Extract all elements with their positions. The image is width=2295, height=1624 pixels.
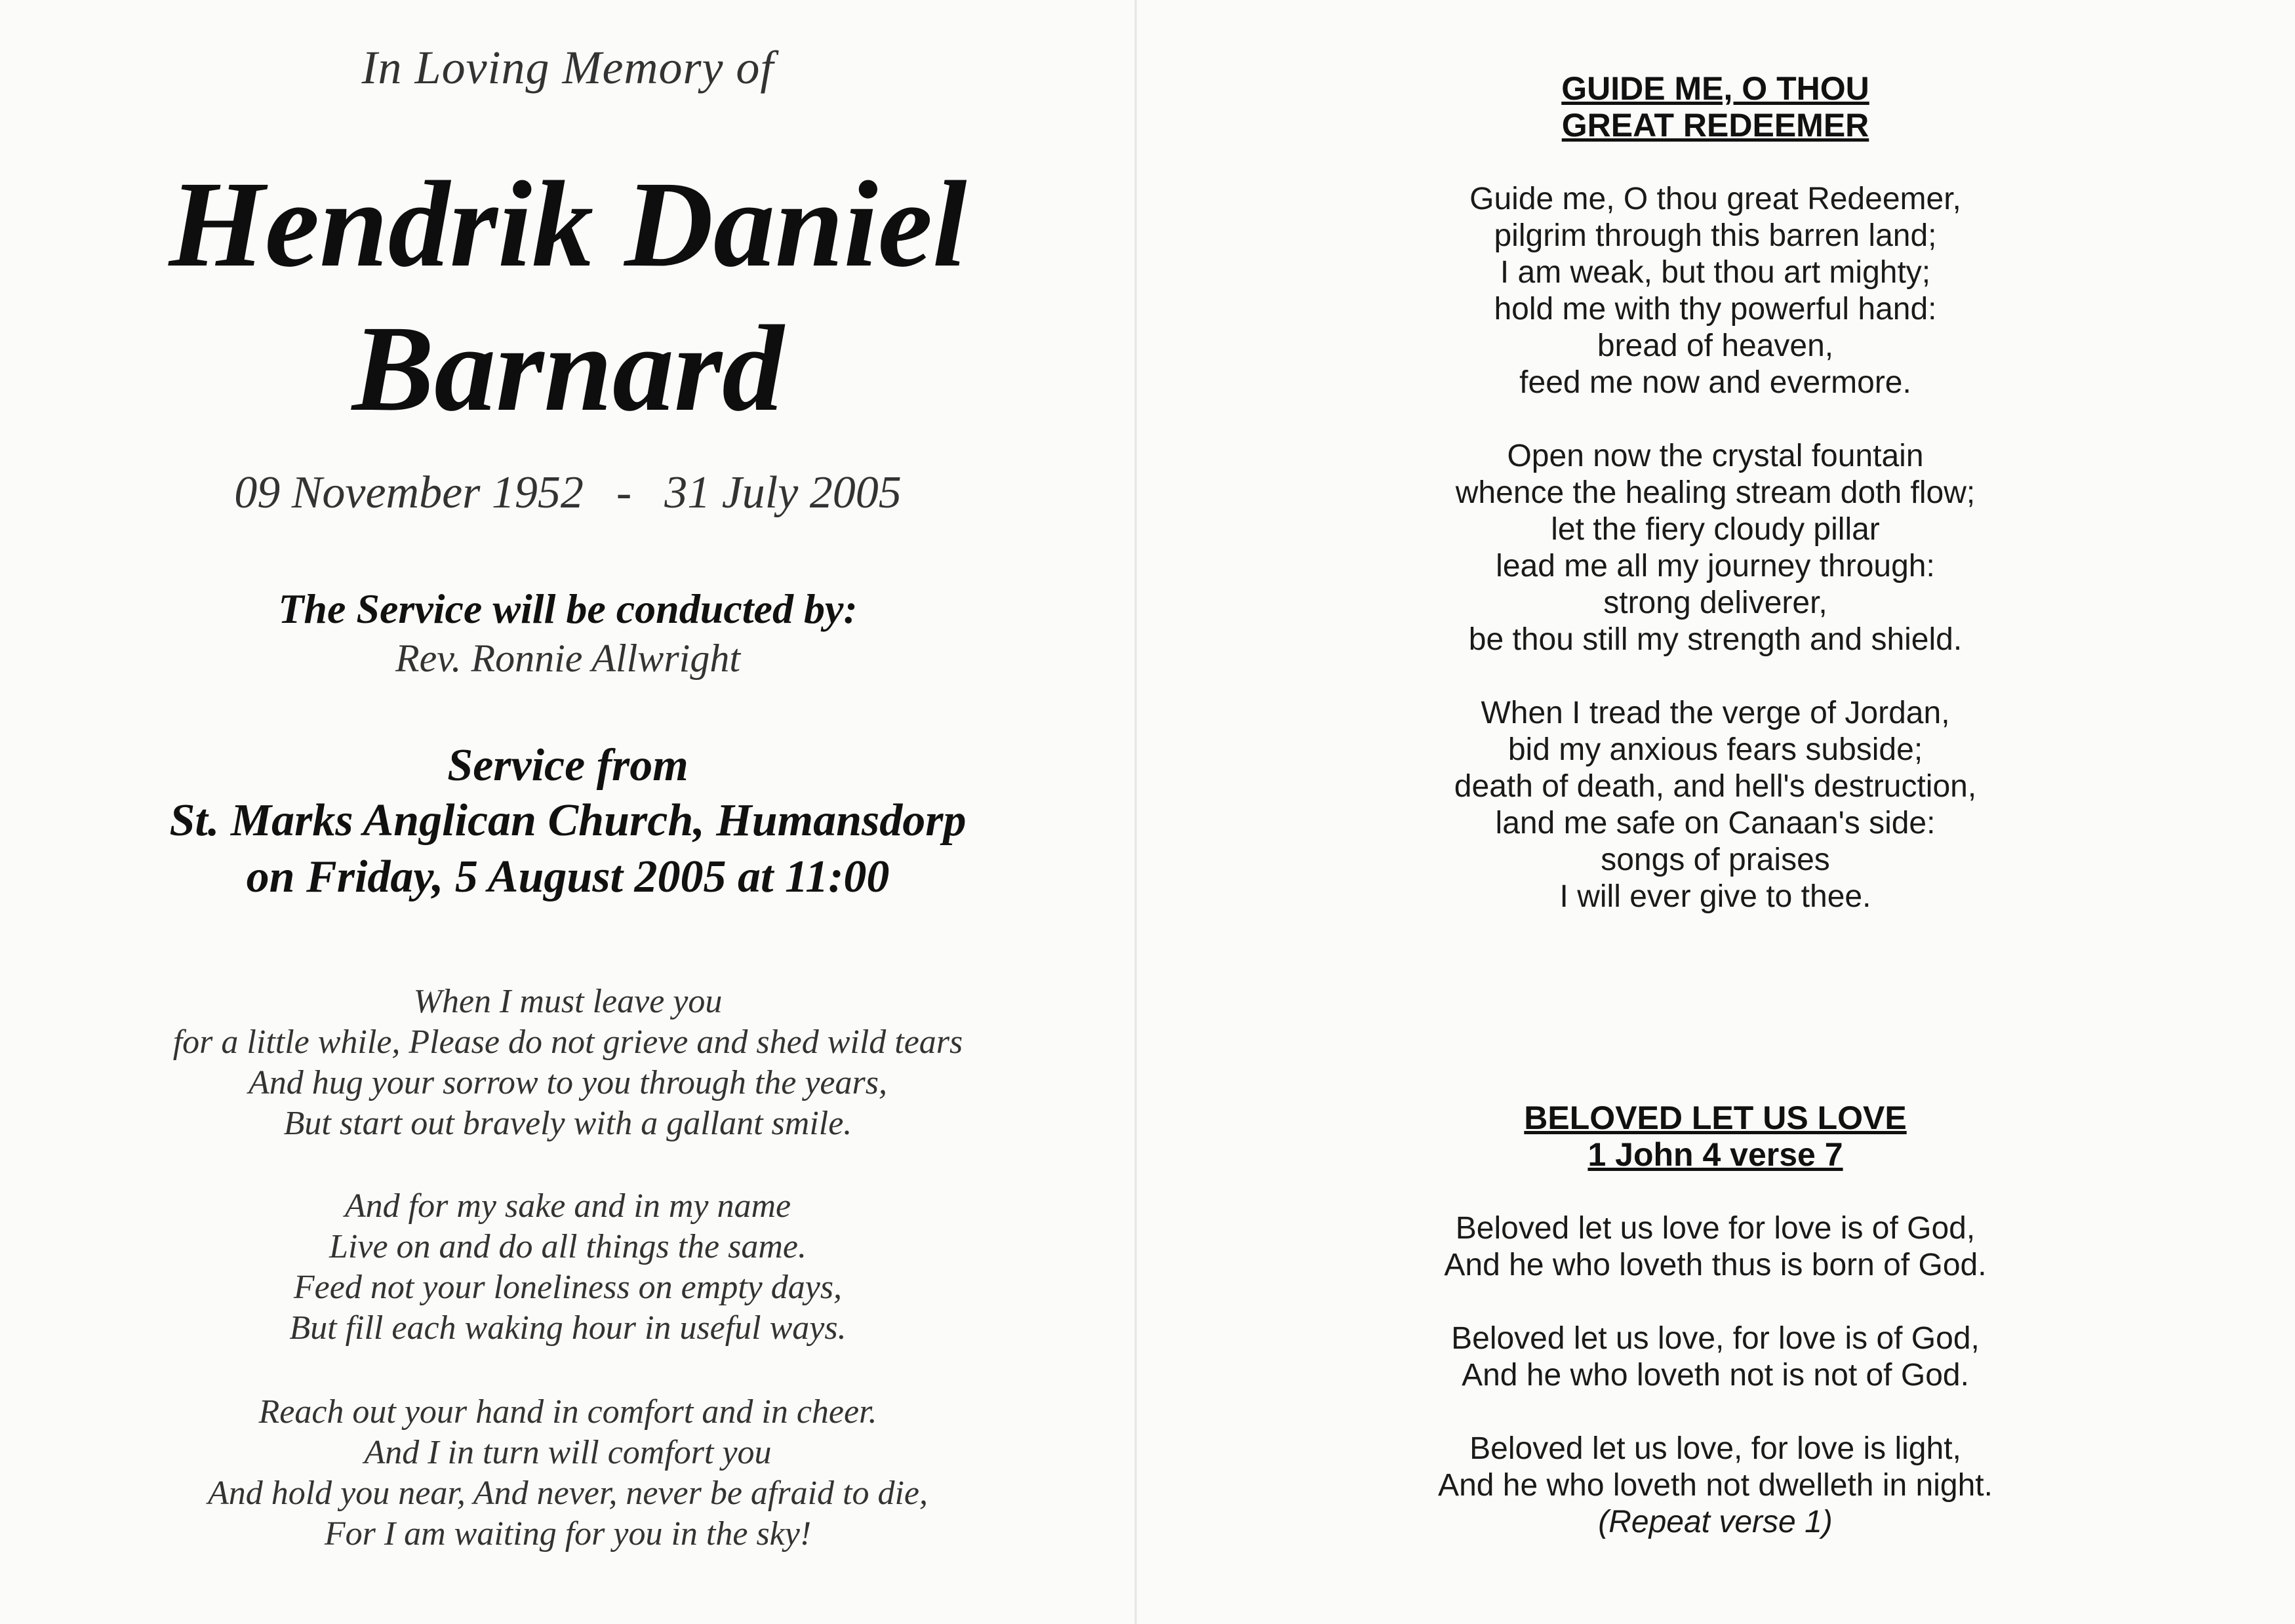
- birth-date: 09 November 1952: [234, 467, 584, 518]
- hymn-line: land me safe on Canaan's side:: [1495, 806, 1936, 841]
- hymn-line: bid my anxious fears subside;: [1507, 732, 1923, 767]
- poem-line: for a little while, Please do not grieve and shed wild tears: [172, 1023, 963, 1061]
- hymn-title: GUIDE ME, O THOU: [1561, 70, 1869, 107]
- right-page: [1136, 0, 2295, 1624]
- dates-separator: -: [616, 467, 632, 518]
- poem-line: And I in turn will comfort you: [364, 1434, 772, 1471]
- hymn-title: BELOVED LET US LOVE: [1524, 1099, 1907, 1136]
- hymn-line: let the fiery cloudy pillar: [1551, 512, 1880, 547]
- hymn-line: Beloved let us love, for love is of God,: [1451, 1321, 1980, 1356]
- memorial-heading: In Loving Memory of: [361, 41, 774, 94]
- poem-line: And hug your sorrow to you through the years,: [249, 1064, 887, 1101]
- hymn-title: GREAT REDEEMER: [1561, 107, 1869, 144]
- death-date: 31 July 2005: [664, 467, 902, 518]
- deceased-first-names: Hendrik Daniel: [169, 155, 967, 292]
- life-dates: [0, 467, 1136, 519]
- hymn-line: I will ever give to thee.: [1559, 879, 1871, 914]
- hymn-line: feed me now and evermore.: [1519, 365, 1911, 400]
- hymn-line: lead me all my journey through:: [1496, 549, 1935, 584]
- hymn-line: Beloved let us love, for love is light,: [1469, 1431, 1961, 1466]
- poem-line: For I am waiting for you in the sky!: [324, 1515, 812, 1553]
- hymn-line: bread of heaven,: [1597, 328, 1834, 363]
- poem-line: But fill each waking hour in useful ways.: [289, 1309, 847, 1347]
- poem-line: But start out bravely with a gallant smile.: [283, 1105, 852, 1142]
- hymn-line: Beloved let us love for love is of God,: [1455, 1211, 1976, 1246]
- service-datetime: on Friday, 5 August 2005 at 11:00: [246, 852, 890, 902]
- hymn-line: be thou still my strength and shield.: [1468, 622, 1963, 657]
- hymn-line: whence the healing stream doth flow;: [1455, 475, 1976, 510]
- left-page: [0, 0, 1136, 1624]
- poem-line: When I must leave you: [413, 983, 723, 1020]
- hymn-line: And he who loveth not is not of God.: [1462, 1358, 1969, 1393]
- hymn-line: death of death, and hell's destruction,: [1454, 769, 1977, 804]
- conducted-by-label: The Service will be conducted by:: [278, 585, 858, 632]
- poem-line: And for my sake and in my name: [344, 1187, 791, 1225]
- hymn-line: pilgrim through this barren land;: [1494, 218, 1937, 253]
- hymn-line: And he who loveth thus is born of God.: [1444, 1248, 1987, 1282]
- hymn-line: hold me with thy powerful hand:: [1494, 292, 1937, 327]
- service-from-label: Service from: [447, 740, 688, 791]
- poem-line: Reach out your hand in comfort and in cheer.: [258, 1393, 877, 1431]
- hymn-line: Open now the crystal fountain: [1507, 439, 1924, 473]
- poem-line: Live on and do all things the same.: [329, 1228, 807, 1265]
- hymn-line: And he who loveth not dwelleth in night.: [1438, 1468, 1993, 1503]
- service-venue: St. Marks Anglican Church, Humansdorp: [169, 795, 967, 846]
- hymn-line: songs of praises: [1601, 842, 1830, 877]
- deceased-surname: Barnard: [351, 300, 784, 437]
- hymn-line: Guide me, O thou great Redeemer,: [1469, 182, 1961, 216]
- poem-line: Feed not your loneliness on empty days,: [293, 1269, 843, 1306]
- repeat-note: (Repeat verse 1): [1598, 1505, 1833, 1539]
- hymn-reference: 1 John 4 verse 7: [1587, 1136, 1843, 1173]
- poem-line: And hold you near, And never, never be afraid to die,: [207, 1475, 928, 1512]
- hymn-line: I am weak, but thou art mighty;: [1500, 255, 1931, 290]
- hymn-line: When I tread the verge of Jordan,: [1481, 696, 1950, 730]
- officiant-name: Rev. Ronnie Allwright: [395, 637, 741, 680]
- hymn-line: strong deliverer,: [1603, 585, 1827, 620]
